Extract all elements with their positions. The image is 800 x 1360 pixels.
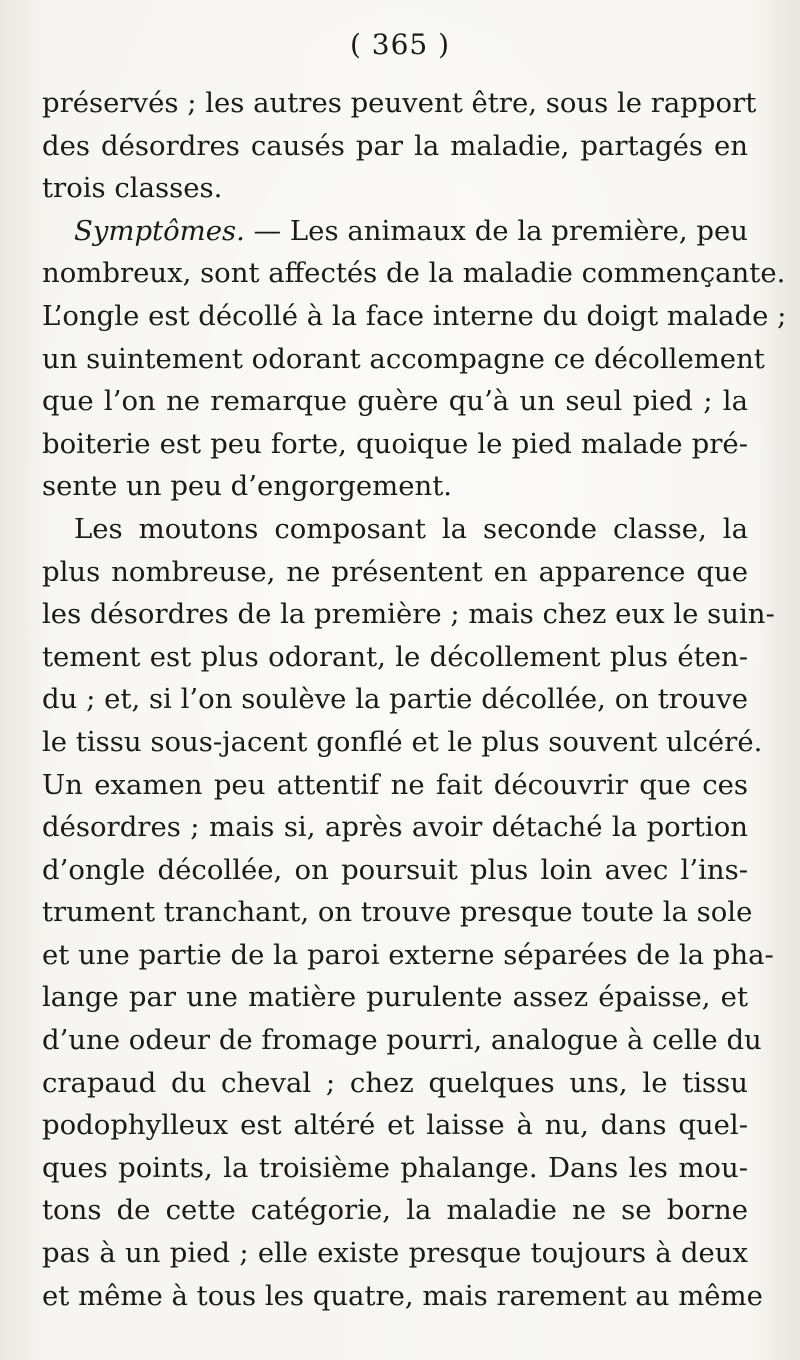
text-line: crapaud du cheval ; chez quelques uns, le tissu [42, 1066, 748, 1099]
text-fragment: — Les animaux de la première, peu [253, 214, 748, 247]
text-line: pas à un pied ; elle existe presque toujours à deux [42, 1237, 748, 1270]
text-line: podophylleux est altéré et laisse à nu, dans quel- [42, 1109, 748, 1142]
text-line: le tissu sous-jacent gonflé et le plus souvent ulcéré. [42, 725, 763, 758]
text-line: tons de cette catégorie, la maladie ne se borne [42, 1194, 748, 1227]
text-line: et même à tous les quatre, mais rarement au même [42, 1279, 763, 1312]
text-line: trois classes. [42, 172, 223, 205]
text-line: nombreux, sont affectés de la maladie commençante. [42, 257, 786, 290]
text-line: Les moutons composant la seconde classe, la [74, 512, 748, 545]
text-line: boiterie est peu forte, quoique le pied malade pré- [42, 427, 748, 460]
text-line: préservés ; les autres peuvent être, sous le rapport [42, 87, 757, 119]
text-line: ques points, la troisième phalange. Dans les mou- [42, 1151, 748, 1184]
text-line: les désordres de la première ; mais chez eux le suin- [42, 598, 775, 631]
text-line: L’ongle est décollé à la face interne du doigt malade ; [42, 299, 787, 332]
text-line: d’ongle décollée, on poursuit plus loin avec l’ins- [42, 853, 748, 886]
text-line: plus nombreuse, ne présentent en apparence que [42, 555, 748, 588]
text-line: sente un peu d’engorgement. [42, 470, 453, 503]
text-line [42, 210, 748, 253]
text-line: des désordres causés par la maladie, partagés en [42, 129, 748, 162]
text-line: et une partie de la paroi externe séparées de la pha- [42, 938, 774, 971]
text-line: tement est plus odorant, le décollement plus éten- [42, 640, 748, 673]
text-line: Un examen peu attentif ne fait découvrir que ces [42, 768, 748, 801]
text-line: du ; et, si l’on soulève la partie décollée, on trouve [42, 683, 748, 716]
section-heading: Symptômes. [74, 214, 245, 247]
text-line: d’une odeur de fromage pourri, analogue à celle du [42, 1024, 762, 1057]
text-line: que l’on ne remarque guère qu’à un seul pied ; la [42, 385, 748, 418]
page-number: ( 365 ) [349, 28, 451, 61]
text-line: lange par une matière purulente assez épaisse, et [42, 981, 748, 1014]
body-text [42, 82, 787, 1317]
text-line: désordres ; mais si, après avoir détaché la portion [42, 811, 748, 844]
text-line: un suintement odorant accompagne ce décollement [42, 342, 765, 375]
text-line: trument tranchant, on trouve presque toute la sole [42, 896, 753, 929]
